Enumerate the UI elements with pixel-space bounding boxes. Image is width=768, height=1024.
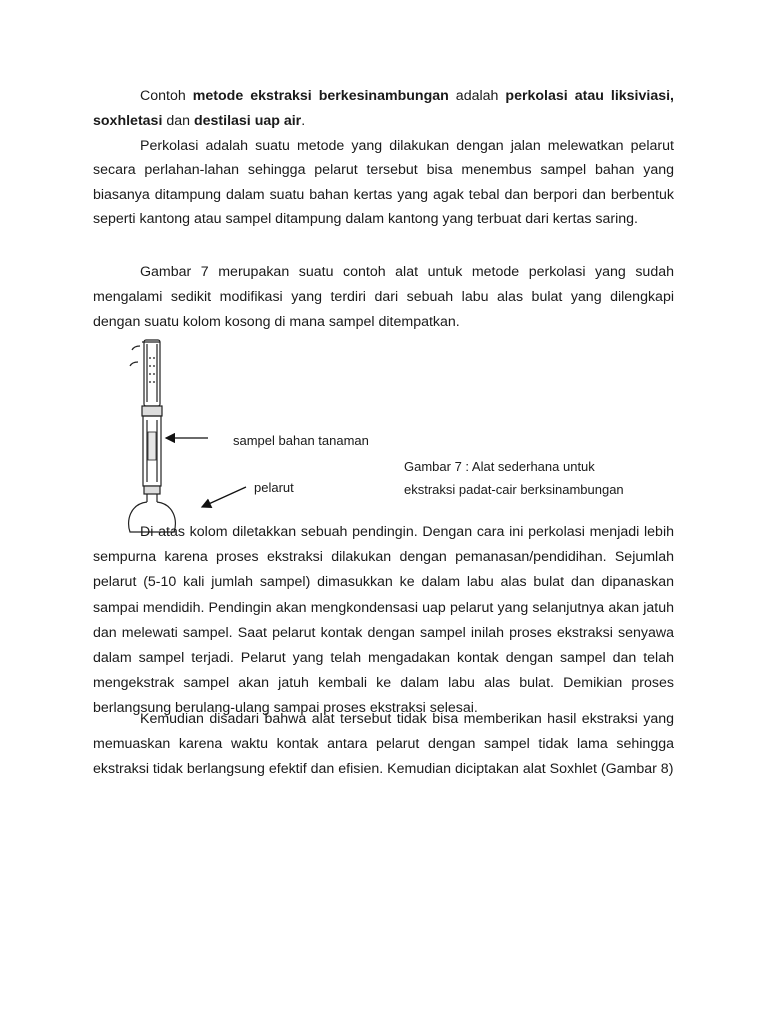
paragraph-gambar-7: Gambar 7 merupakan suatu contoh alat untuk metode perkolasi yang sudah mengalami sedikit modifikasi yang terdiri dari sebuah labu alas bulat yang dilengkapi dengan suatu kolom kosong di mana sampel ditempatkan. [93,264,674,331]
paragraph-pendingin: Di atas kolom diletakkan sebuah pendingin. Dengan cara ini perkolasi menjadi lebih sempurna karena proses ekstraksi dilakukan dengan pemanasan/pendidihan. Sejumlah pelarut (5-10 kali jumlah sampel) dimasukkan ke dalam labu alas bulat dan dipanaskan sampai mendidih. Pendingin akan mengkondensasi uap pelarut yang selanjutnya akan jatuh dan melewati sampel. Saat pelarut kontak dengan sampel inilah proses ekstraksi senyawa dalam sampel terjadi. Pelarut yang telah mengadakan kontak dengan sampel dan telah mengekstrak sampel akan jatuh kembali ke dalam labu alas bulat. Demikian proses berlangsung berulang-ulang sampai proses ekstraksi selesai. [93,524,674,717]
paragraph-soxhlet: Kemudian disadari bahwa alat tersebut tidak bisa memberikan hasil ekstraksi yang memuaskan karena waktu kontak antara pelarut dengan sampel tidak lama sehingga ekstraksi tidak berlangsung efektif dan efisien. Kemudian diciptakan alat Soxhlet (Gambar 8) [93,711,674,778]
caption-line-2: ekstraksi padat-cair berksinambungan [404,482,624,497]
label-pelarut: pelarut [254,480,294,495]
label-sampel-bahan-tanaman: sampel bahan tanaman [233,433,369,448]
intro-text-4: . [301,113,306,130]
intro-text-2: adalah [448,88,506,104]
intro-text-1: Contoh [140,88,193,104]
paragraph-intro [93,84,674,134]
intro-bold-3: destilasi uap air [193,113,302,130]
intro-text-3: dan [162,113,194,130]
arrow-to-flask [202,487,246,507]
caption-line-1: Gambar 7 : Alat sederhana untuk [404,459,595,474]
paragraph-perkolasi: Perkolasi adalah suatu metode yang dilakukan dengan jalan melewatkan pelarut secara perlahan-lahan sehingga pelarut tersebut bisa menembus sampel bahan yang biasanya ditampung dalam suatu bahan kertas yang agak tebal dan berpori dan berbentuk seperti kantong atau sampel ditampung dalam kantong yang terbuat dari kertas saring. [93,138,674,227]
intro-bold-2: perkolasi atau liksiviasi, soxhletasi [93,88,674,130]
figure-caption [404,455,624,501]
intro-bold-1: metode ekstraksi berkesinambungan [192,88,449,104]
